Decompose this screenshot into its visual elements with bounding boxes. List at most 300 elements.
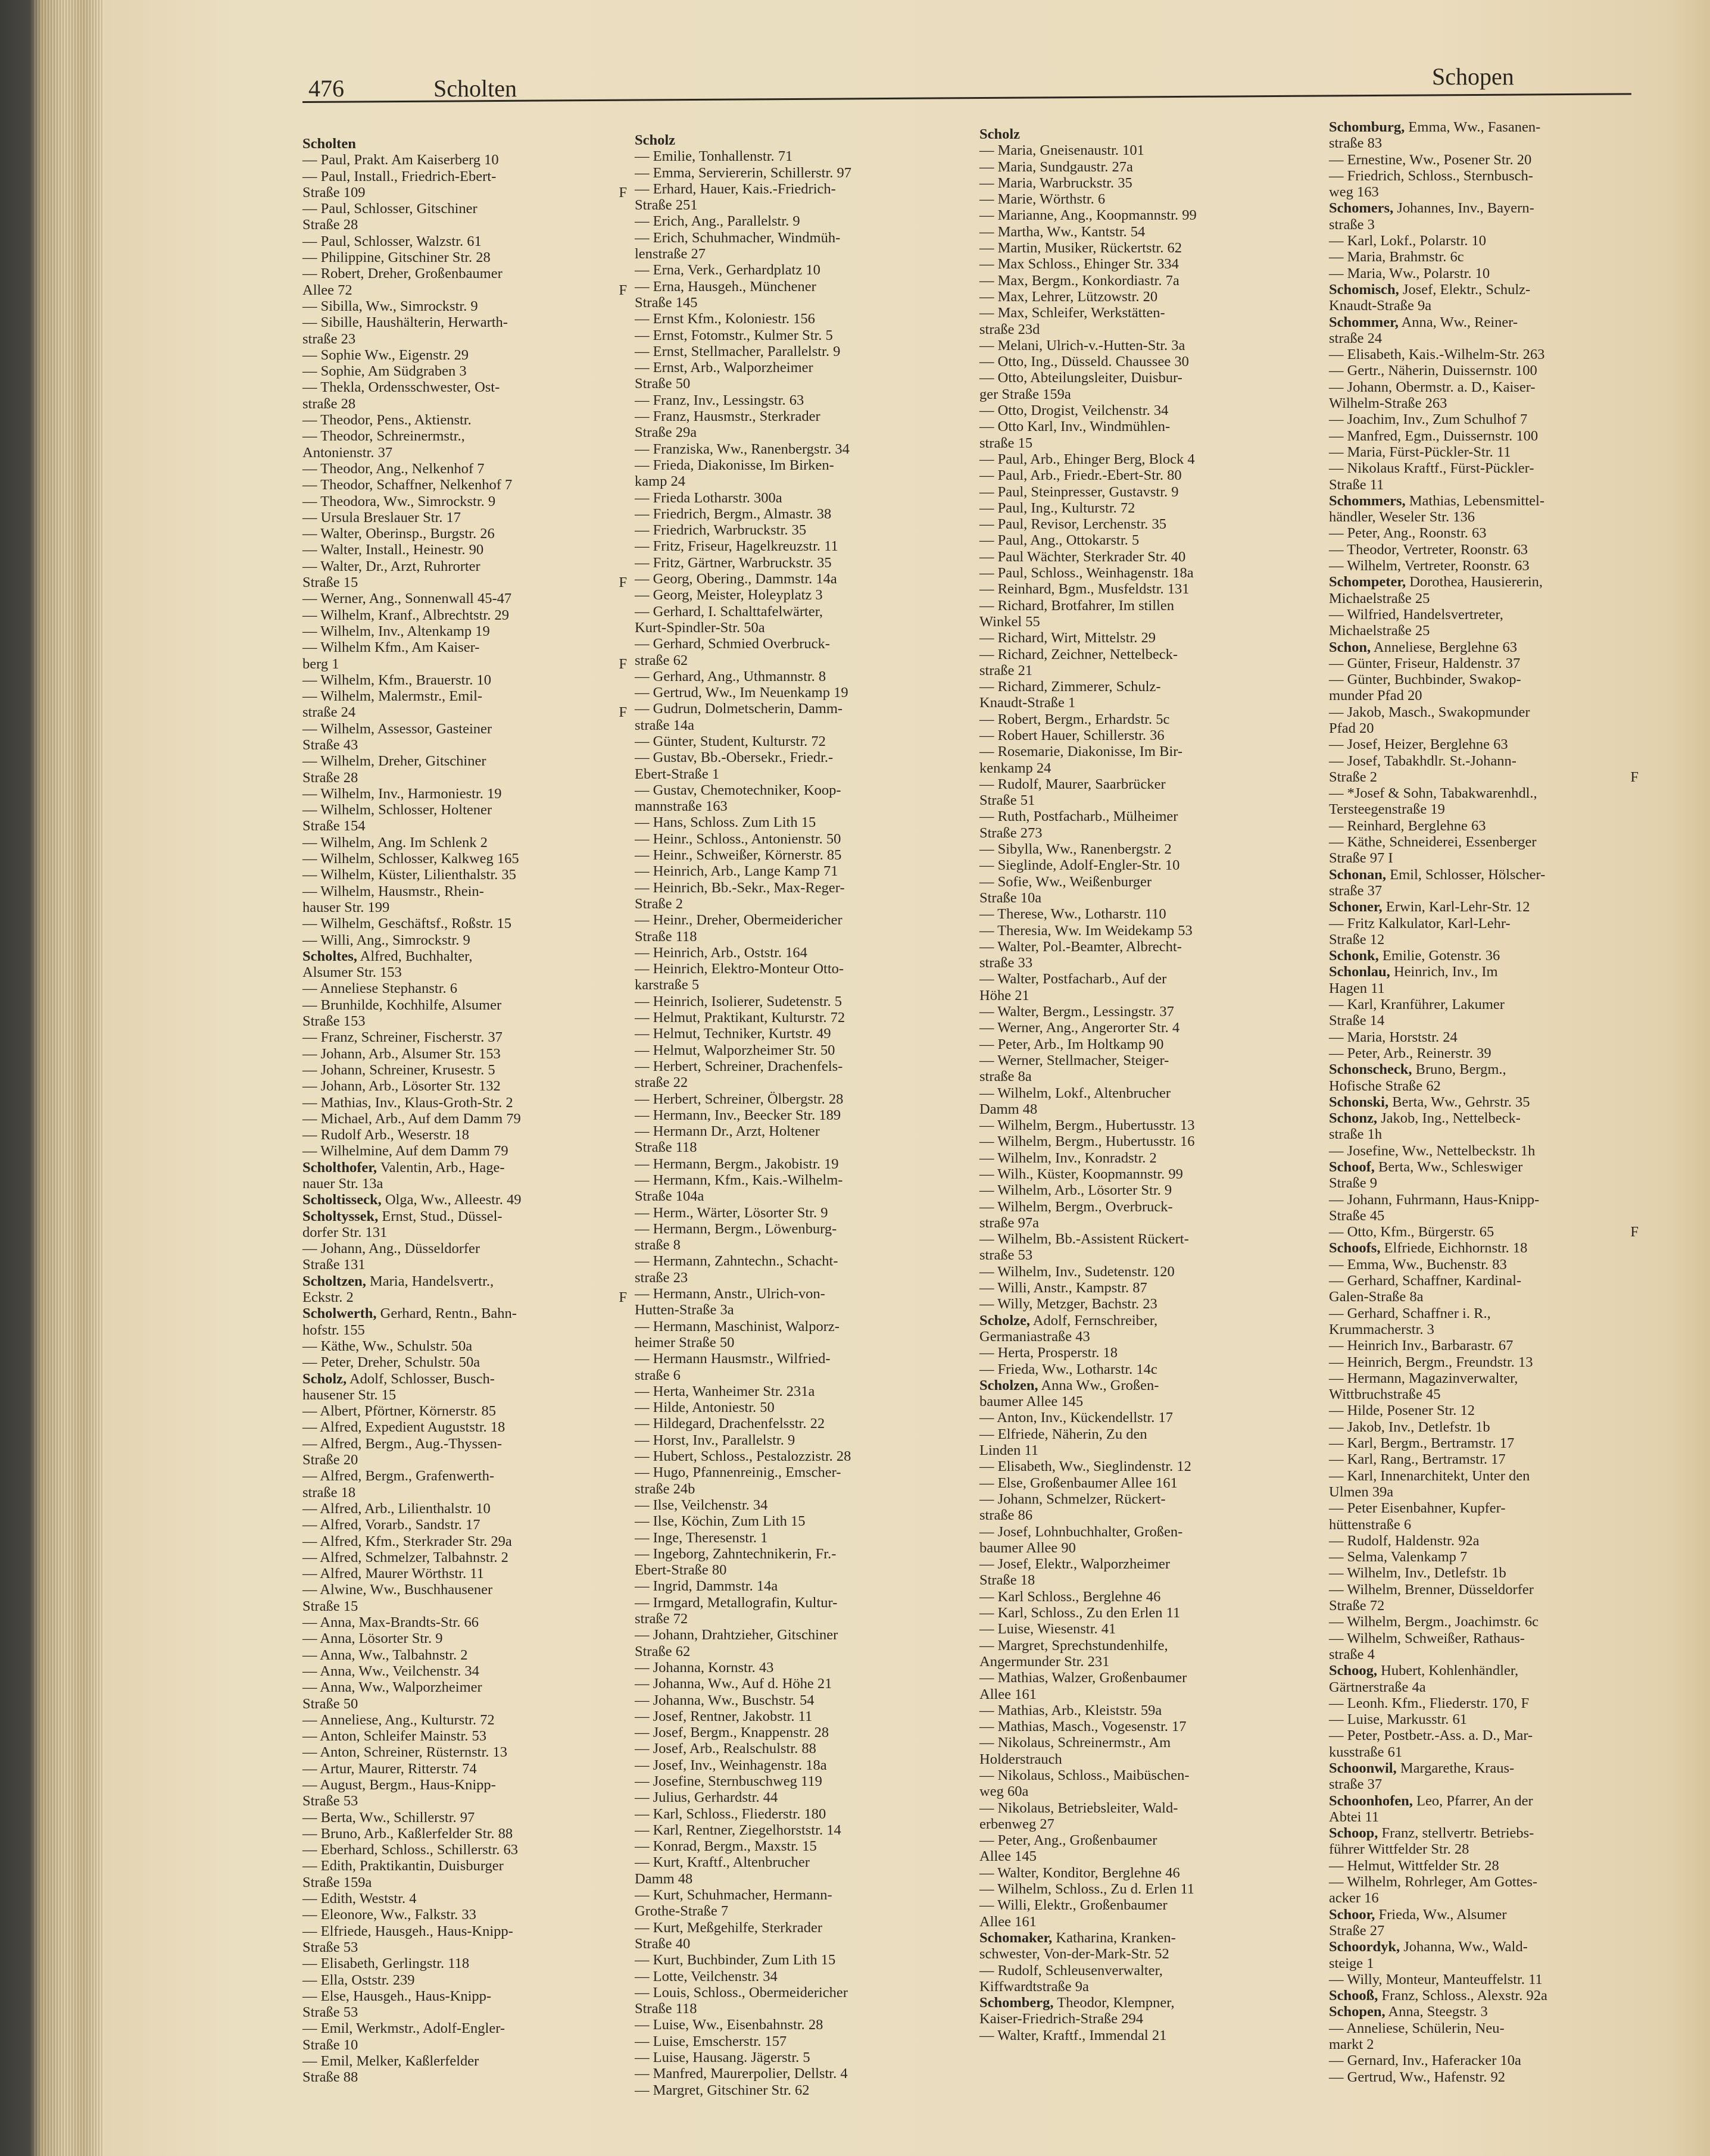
directory-entry-line: — Wilhelm, Kfm., Brauerstr. 10: [302, 671, 492, 688]
directory-entry-line: Straße 251: [635, 197, 698, 214]
directory-entry-line: — Rudolf, Maurer, Saarbrücker: [979, 776, 1166, 792]
directory-entry-line: Knaudt-Straße 9a: [1329, 298, 1432, 314]
entry-text: Jakob, Ing., Nettelbeck-: [1377, 1110, 1521, 1127]
directory-entry-line: baumer Allee 90: [979, 1539, 1076, 1556]
directory-entry-line: [635, 132, 959, 148]
directory-entry-line: Kurt-Spindler-Str. 50a: [635, 619, 765, 636]
directory-entry-line: — Berta, Ww., Schillerstr. 97: [302, 1809, 475, 1826]
directory-entry-line: straße 86: [979, 1507, 1033, 1524]
directory-entry-line: straße 37: [1329, 1776, 1383, 1793]
entry-text: Anneliese, Berglehne 63: [1371, 639, 1517, 655]
directory-entry-line: — Paul, Schloss., Weinhagenstr. 18a: [979, 565, 1194, 582]
directory-entry-line: munder Pfad 20: [1329, 688, 1422, 704]
surname-heading: Schoog,: [1329, 1663, 1378, 1679]
directory-column-2: [635, 132, 959, 2098]
directory-entry-line: [302, 282, 627, 298]
directory-entry-line: — Artur, Maurer, Ritterstr. 74: [302, 1760, 477, 1777]
directory-entry-line: — Johann, Fuhrmann, Haus-Knipp-: [1329, 1191, 1540, 1208]
directory-entry-line: — Peter Eisenbahner, Kupfer-: [1329, 1500, 1506, 1517]
directory-entry-line: — Therese, Ww., Lotharstr. 110: [979, 906, 1166, 923]
directory-entry-line: — Erich, Schuhmacher, Windmüh-: [635, 229, 841, 246]
surname-heading: Schompeter,: [1329, 574, 1406, 590]
directory-entry-line: — *Josef & Sohn, Tabakwarenhdl.,: [1329, 785, 1537, 802]
directory-entry-line: baumer Allee 145: [979, 1393, 1084, 1410]
entry-text: Hubert, Kohlenhändler,: [1377, 1663, 1519, 1679]
directory-entry-line: Straße 53: [302, 2004, 358, 2021]
directory-entry-line: straße 14a: [635, 717, 694, 733]
directory-entry-line: — Wilhelm, Bergm., Overbruck-: [979, 1198, 1173, 1215]
directory-entry-line: — Otto, Abteilungsleiter, Duisbur-: [979, 370, 1182, 386]
directory-entry-line: — Elisabeth, Ww., Sieglindenstr. 12: [979, 1458, 1191, 1475]
directory-entry-line: erbenweg 27: [979, 1816, 1054, 1832]
directory-entry-line: Straße 28: [302, 769, 358, 786]
directory-entry-line: straße 53: [979, 1247, 1033, 1264]
directory-entry-line: — Willy, Metzger, Bachstr. 23: [979, 1296, 1157, 1313]
directory-entry-line: — Karl, Rang., Bertramstr. 17: [1329, 1451, 1506, 1468]
directory-entry-line: [979, 1377, 1304, 1393]
directory-entry-line: [1329, 1760, 1639, 1776]
directory-entry-line: — Josef, Lohnbuchhalter, Großen-: [979, 1523, 1183, 1540]
directory-entry-line: — Wilhelm, Bergm., Joachimstr. 6c: [1329, 1614, 1539, 1630]
directory-entry-line: — Karl, Kranführer, Lakumer: [1329, 996, 1505, 1013]
directory-entry-line: — Heinrich, Bergm., Freundstr. 13: [1329, 1354, 1533, 1370]
directory-entry-line: — Hermann, Maschinist, Walporz-: [635, 1318, 840, 1335]
directory-entry-line: Germaniastraße 43: [979, 1328, 1090, 1345]
directory-entry-line: [302, 656, 627, 672]
directory-entry-line: — Otto, Ing., Düsseld. Chaussee 30: [979, 354, 1189, 370]
directory-entry-line: — Theodor, Ang., Nelkenhof 7: [302, 460, 485, 477]
directory-entry-line: — Manfred, Egm., Duissernstr. 100: [1329, 427, 1539, 444]
directory-entry-line: — Martha, Ww., Kantstr. 54: [979, 223, 1146, 240]
directory-entry-line: [1329, 1663, 1639, 1679]
directory-entry-line: [1329, 1907, 1639, 1923]
directory-entry-line: — Max Schloss., Ehinger Str. 334: [979, 256, 1179, 273]
directory-entry-line: straße 8: [635, 1237, 681, 1254]
directory-entry-line: — Frieda, Diakonisse, Im Birken-: [635, 457, 834, 473]
directory-entry-line: Wittbruchstraße 45: [1329, 1386, 1441, 1403]
directory-entry-line: Straße 62: [635, 1643, 691, 1660]
surname-heading: Schommers,: [1329, 492, 1406, 509]
directory-entry-line: — Wilhelm, Inv., Harmoniestr. 19: [302, 785, 502, 802]
directory-entry-line: Straße 53: [302, 1939, 358, 1955]
directory-entry-line: — Mathias, Walzer, Großenbaumer: [979, 1670, 1187, 1686]
entry-text: Johannes, Inv., Bayern-: [1393, 200, 1534, 217]
phone-marker: F: [619, 1289, 627, 1306]
directory-entry-line: — Heinrich, Arb., Lange Kamp 71: [635, 863, 838, 880]
surname-heading: Schoofs,: [1329, 1240, 1381, 1257]
directory-entry-line: — Georg, Meister, Holeyplatz 3: [635, 587, 823, 604]
directory-entry-line: — Jakob, Inv., Detlefstr. 1b: [1329, 1418, 1490, 1435]
surname-heading: Schopen,: [1329, 2004, 1386, 2020]
directory-entry-line: Straße 9: [1329, 1175, 1377, 1192]
directory-entry-line: — Maria, Ww., Polarstr. 10: [1329, 265, 1490, 282]
directory-entry-line: Straße 72: [1329, 1598, 1385, 1614]
directory-entry-line: karstraße 5: [635, 977, 700, 993]
directory-entry-line: Hutten-Straße 3a: [635, 1302, 734, 1318]
directory-entry-line: — Kurt, Schuhmacher, Hermann-: [635, 1887, 832, 1904]
directory-entry-line: hüttenstraße 6: [1329, 1516, 1412, 1533]
directory-entry-line: — Richard, Wirt, Mittelstr. 29: [979, 630, 1156, 646]
directory-entry-line: — Wilhelm, Kranf., Albrechtstr. 29: [302, 607, 509, 623]
directory-entry-line: Straße 27: [1329, 1922, 1385, 1939]
directory-entry-line: Straße 12: [1329, 931, 1385, 948]
directory-entry-line: — Josef, Bergm., Knappenstr. 28: [635, 1724, 829, 1741]
directory-entry-line: — Karl, Innenarchitekt, Unter den: [1329, 1467, 1530, 1484]
directory-entry-line: Straße 10: [302, 2036, 358, 2053]
directory-entry-line: — Bruno, Arb., Kaßlerfelder Str. 88: [302, 1825, 513, 1842]
directory-entry-line: — Franz, Hausmstr., Sterkrader: [635, 408, 820, 425]
directory-entry-line: — Wilhelm, Schlosser, Kalkweg 165: [302, 851, 519, 867]
directory-entry-line: — Johanna, Ww., Buschstr. 54: [635, 1692, 815, 1708]
directory-entry-line: — Otto, Drogist, Veilchenstr. 34: [979, 402, 1169, 419]
entry-text: Straße 109: [302, 184, 366, 201]
directory-entry-line: Straße 118: [635, 1139, 697, 1156]
directory-entry-line: — Paul Wächter, Sterkrader Str. 40: [979, 548, 1186, 565]
directory-entry-line: — Sophie Ww., Eigenstr. 29: [302, 346, 469, 363]
directory-entry-line: — Peter, Dreher, Schulstr. 50a: [302, 1354, 480, 1371]
directory-entry-line: Straße 40: [635, 1935, 691, 1952]
directory-entry-line: straße 3: [1329, 216, 1375, 233]
directory-entry-line: — Josef, Inv., Weinhagenstr. 18a: [635, 1757, 827, 1773]
directory-entry-line: Straße 20: [302, 1452, 358, 1468]
directory-entry-line: — Helmut, Walporzheimer Str. 50: [635, 1042, 835, 1058]
directory-entry-line: — Ilse, Köchin, Zum Lith 15: [635, 1513, 806, 1530]
phone-marker: F: [1630, 1224, 1639, 1241]
directory-entry-line: — Hans, Schloss. Zum Lith 15: [635, 814, 816, 831]
entry-text: Dorothea, Hausiererin,: [1406, 574, 1543, 590]
directory-column-1: [302, 136, 627, 2086]
directory-entry-line: — Georg, Obering., Dammstr. 14a: [635, 571, 837, 588]
directory-entry-line: — Gertr., Näherin, Duissernstr. 100: [1329, 363, 1537, 379]
entry-text: Theodor, Klempner,: [1053, 1995, 1175, 2011]
directory-entry-line: — Gerhard, Schmied Overbruck-: [635, 636, 830, 652]
directory-entry-line: — Johann, Schreiner, Krusestr. 5: [302, 1061, 495, 1078]
directory-entry-line: Michaelstraße 25: [1329, 623, 1430, 639]
directory-entry-line: — Walter, Kraftf., Immendal 21: [979, 2027, 1167, 2043]
directory-entry-line: — Alfred, Expedient Auguststr. 18: [302, 1419, 505, 1436]
directory-entry-line: — Martin, Musiker, Rückertstr. 62: [979, 240, 1182, 257]
directory-entry-line: — Wilhelm, Schweißer, Rathaus-: [1329, 1630, 1525, 1646]
entry-text: Ernst, Stud., Düssel-: [378, 1208, 503, 1224]
directory-entry-line: [979, 1313, 1304, 1329]
directory-entry-line: steige 1: [1329, 1955, 1374, 1971]
directory-entry-line: — Johann, Obermstr. a. D., Kaiser-: [1329, 379, 1536, 395]
surname-heading: Schonscheck,: [1329, 1061, 1412, 1078]
directory-entry-line: — Gertrud, Ww., Hafenstr. 92: [1329, 2068, 1505, 2085]
directory-entry-line: lenstraße 27: [635, 246, 706, 263]
directory-entry-line: — Emma, Serviererin, Schillerstr. 97: [635, 164, 852, 181]
directory-entry-line: — Wilhelm, Vertreter, Roonstr. 63: [1329, 558, 1530, 574]
directory-entry-line: — Paul, Prakt. Am Kaiserberg 10: [302, 152, 499, 168]
entry-text: Emma, Ww., Fasanen-: [1405, 119, 1541, 135]
surname-heading: Schonk,: [1329, 948, 1379, 964]
directory-entry-line: — Johann, Ang., Düsseldorfer: [302, 1241, 480, 1257]
directory-entry-line: hauser Str. 199: [302, 899, 390, 915]
directory-entry-line: — Hermann Dr., Arzt, Holtener: [635, 1123, 820, 1140]
directory-entry-line: — Sibilla, Ww., Simrockstr. 9: [302, 298, 478, 314]
directory-entry-line: — Wilhelm, Dreher, Gitschiner: [302, 753, 486, 770]
directory-entry-line: hofstr. 155: [302, 1321, 365, 1338]
directory-entry-line: [302, 704, 627, 720]
directory-entry-line: — Herm., Wärter, Lösorter Str. 9: [635, 1204, 828, 1221]
directory-entry-line: — Anna, Ww., Veilchenstr. 34: [302, 1663, 479, 1679]
page-number: 476: [308, 75, 344, 102]
directory-entry-line: — Ernestine, Ww., Posener Str. 20: [1329, 151, 1532, 168]
directory-entry-line: — Hermann, Bergm., Jakobistr. 19: [635, 1155, 839, 1172]
directory-entry-line: — Walter, Dr., Arzt, Ruhrorter: [302, 558, 480, 574]
directory-entry-line: — Hildegard, Drachenfelsstr. 22: [635, 1416, 825, 1432]
directory-entry-line: — Richard, Zimmerer, Schulz-: [979, 679, 1161, 695]
directory-entry-line: — Herta, Wanheimer Str. 231a: [635, 1383, 815, 1399]
directory-entry-line: Allee 145: [979, 1848, 1037, 1865]
directory-entry-line: — Nikolaus, Schreinermstr., Am: [979, 1735, 1171, 1751]
directory-entry-line: — Maria, Brahmstr. 6c: [1329, 249, 1464, 265]
directory-entry-line: [1329, 1988, 1639, 2004]
directory-entry-line: — Emilie, Tonhallenstr. 71: [635, 148, 793, 165]
directory-entry-line: — Jakob, Masch., Swakopmunder: [1329, 704, 1530, 720]
directory-entry-line: — August, Bergm., Haus-Knipp-: [302, 1776, 496, 1793]
directory-entry-line: — Ursula Breslauer Str. 17: [302, 509, 461, 526]
directory-entry-line: — Julius, Gerhardstr. 44: [635, 1789, 778, 1806]
entry-text: Eckstr. 2: [302, 1289, 354, 1306]
entry-text: Katharina, Kranken-: [1052, 1929, 1176, 1946]
directory-column-4: [1329, 119, 1639, 2085]
directory-entry-line: kusstraße 61: [1329, 1743, 1403, 1760]
surname-heading: Schomaker,: [979, 1929, 1053, 1946]
directory-entry-line: — Karl, Rentner, Ziegelhorststr. 14: [635, 1821, 841, 1838]
directory-entry-line: [1329, 1061, 1639, 1077]
directory-entry-line: — Paul, Steinpresser, Gustavstr. 9: [979, 483, 1179, 500]
directory-column-3: [979, 126, 1304, 2043]
directory-entry-line: — Theodor, Schaffner, Nelkenhof 7: [302, 477, 513, 493]
surname-heading: Schonski,: [1329, 1093, 1389, 1110]
directory-entry-line: markt 2: [1329, 2036, 1374, 2053]
directory-entry-line: — Gudrun, Dolmetscherin, Damm-: [635, 701, 843, 717]
entry-text: Franz, stellvertr. Betriebs-: [1378, 1825, 1534, 1842]
phone-marker: F: [619, 282, 627, 298]
directory-entry-line: — Nikolaus, Betriebsleiter, Wald-: [979, 1799, 1178, 1816]
directory-entry-line: Straße 15: [302, 1598, 358, 1614]
directory-entry-line: straße 18: [302, 1484, 356, 1501]
directory-entry-line: Hagen 11: [1329, 980, 1385, 996]
directory-entry-line: Gärtnerstraße 4a: [1329, 1679, 1426, 1695]
directory-entry-line: straße 37: [1329, 882, 1383, 899]
directory-entry-line: [302, 1273, 627, 1289]
directory-entry-line: — Josefine, Sternbuschweg 119: [635, 1773, 822, 1789]
directory-entry-line: — Gernard, Inv., Haferacker 10a: [1329, 2052, 1521, 2069]
directory-entry-line: — Ernst Kfm., Koloniestr. 156: [635, 311, 815, 327]
directory-entry-line: Straße 145: [635, 294, 698, 311]
directory-entry-line: — Luise, Markusstr. 61: [1329, 1711, 1468, 1728]
directory-entry-line: Straße 118: [635, 2001, 697, 2017]
directory-entry-line: — Karl, Bergm., Bertramstr. 17: [1329, 1435, 1515, 1452]
directory-entry-line: — Walter, Pol.-Beamter, Albrecht-: [979, 938, 1182, 955]
directory-entry-line: [1329, 769, 1639, 785]
directory-entry-line: Allee 161: [979, 1913, 1037, 1930]
surname-heading: Schoonhofen,: [1329, 1792, 1413, 1809]
directory-entry-line: [302, 1305, 627, 1321]
directory-entry-line: — Robert Hauer, Schillerstr. 36: [979, 727, 1165, 743]
directory-entry-line: [302, 1371, 627, 1387]
book-page-edges: [33, 0, 104, 2156]
directory-entry-line: — Käthe, Ww., Schulstr. 50a: [302, 1338, 473, 1354]
directory-entry-line: [1329, 1825, 1639, 1841]
surname-heading: Scholz: [635, 132, 676, 148]
directory-entry-line: Straße 18: [979, 1572, 1035, 1589]
directory-entry-line: Angermunder Str. 231: [979, 1653, 1110, 1670]
directory-entry-line: — Gustav, Chemotechniker, Koop-: [635, 782, 841, 798]
directory-entry-line: — Peter, Postbetr.-Ass. a. D., Mar-: [1329, 1727, 1533, 1744]
surname-heading: Scholtzen,: [302, 1273, 366, 1289]
directory-entry-line: — Albert, Pförtner, Körnerstr. 85: [302, 1403, 496, 1420]
directory-entry-line: — Paul, Revisor, Lerchenstr. 35: [979, 516, 1167, 533]
directory-entry-line: — Friedrich, Warbruckstr. 35: [635, 522, 807, 539]
directory-entry-line: — Hugo, Pfannenreinig., Emscher-: [635, 1464, 841, 1481]
directory-entry-line: Straße 97 I: [1329, 850, 1393, 867]
directory-entry-line: — Walter, Konditor, Berglehne 46: [979, 1864, 1180, 1881]
directory-entry-line: — Rudolf, Schleusenverwalter,: [979, 1962, 1163, 1979]
directory-entry-line: — Rudolf Arb., Weserstr. 18: [302, 1127, 469, 1143]
surname-heading: Schoof,: [1329, 1159, 1375, 1175]
directory-entry-line: [1329, 493, 1639, 509]
directory-entry-line: — Elfriede, Hausgeh., Haus-Knipp-: [302, 1923, 513, 1939]
directory-entry-line: straße 97a: [979, 1214, 1039, 1231]
directory-entry-line: Straße 2: [635, 895, 683, 912]
directory-entry-line: Kaiser-Friedrich-Straße 294: [979, 2011, 1144, 2027]
directory-entry-line: — Wilhelm, Arb., Lösorter Str. 9: [979, 1182, 1172, 1199]
directory-entry-line: — Rosemarie, Diakonisse, Im Bir-: [979, 743, 1183, 760]
directory-entry-line: — Heinrich, Bb.-Sekr., Max-Reger-: [635, 879, 845, 896]
directory-entry-line: — Franziska, Ww., Ranenbergstr. 34: [635, 440, 850, 457]
directory-entry-line: — Robert, Dreher, Großenbaumer: [302, 265, 503, 282]
directory-entry-line: — Theresia, Ww. Im Weidekamp 53: [979, 922, 1193, 939]
directory-entry-line: — Heinr., Schloss., Antonienstr. 50: [635, 830, 841, 847]
directory-entry-line: Straße 104a: [635, 1188, 704, 1205]
entry-text: Straße 15: [302, 574, 358, 591]
directory-entry-line: — Walter, Bergm., Lessingstr. 37: [979, 1004, 1174, 1020]
entry-text: Olga, Ww., Alleestr. 49: [381, 1192, 522, 1208]
surname-heading: Scholtisseck,: [302, 1192, 382, 1208]
directory-entry-line: straße 21: [979, 662, 1033, 679]
directory-entry-line: Hofische Straße 62: [1329, 1077, 1441, 1094]
entry-text: Adolf, Fernschreiber,: [1030, 1312, 1158, 1329]
directory-entry-line: Straße 153: [302, 1013, 366, 1030]
directory-entry-line: — Alfred, Arb., Lilienthalstr. 10: [302, 1500, 491, 1517]
entry-text: Johanna, Ww., Wald-: [1400, 1939, 1528, 1955]
directory-entry-line: Damm 48: [979, 1101, 1038, 1117]
surname-heading: Schonan,: [1329, 866, 1387, 883]
directory-entry-line: führer Wittfelder Str. 28: [1329, 1841, 1469, 1858]
directory-entry-line: — Hermann, Bergm., Löwenburg-: [635, 1220, 837, 1237]
directory-entry-line: — Luise, Emscherstr. 157: [635, 2033, 787, 2049]
directory-entry-line: — Kurt, Buchbinder, Zum Lith 15: [635, 1952, 836, 1968]
directory-entry-line: — Paul, Schlosser, Walzstr. 61: [302, 233, 482, 249]
directory-entry-line: — Heinr., Schweißer, Körnerstr. 85: [635, 847, 842, 864]
directory-entry-line: — Else, Großenbaumer Allee 161: [979, 1474, 1178, 1491]
directory-entry-line: — Willi, Elektr., Großenbaumer: [979, 1897, 1168, 1914]
entry-text: Margarethe, Kraus-: [1396, 1760, 1515, 1776]
directory-entry-line: [1329, 639, 1639, 655]
directory-entry-line: — Hermann, Kfm., Kais.-Wilhelm-: [635, 1172, 843, 1188]
surname-heading: Schomberg,: [979, 1995, 1054, 2011]
phone-marker: F: [1630, 768, 1639, 785]
directory-entry-line: straße 33: [979, 955, 1033, 971]
directory-entry-line: Straße 29a: [635, 424, 697, 441]
directory-entry-line: straße 6: [635, 1367, 681, 1383]
directory-entry-line: — Wilhelm, Bergm., Hubertusstr. 13: [979, 1117, 1195, 1134]
directory-entry-line: Ebert-Straße 80: [635, 1562, 727, 1579]
directory-entry-line: — Paul, Schlosser, Gitschiner: [302, 201, 478, 217]
directory-entry-line: — Hermann Hausmstr., Wilfried-: [635, 1351, 831, 1367]
directory-entry-line: — Walter, Oberinsp., Burgstr. 26: [302, 526, 495, 542]
directory-entry-line: Straße 154: [302, 818, 366, 835]
directory-entry-line: händler, Weseler Str. 136: [1329, 509, 1475, 526]
directory-entry-line: — Max, Lehrer, Lützowstr. 20: [979, 288, 1158, 305]
entry-text: Josef, Elektr., Schulz-: [1399, 281, 1531, 298]
surname-heading: Schomburg,: [1329, 119, 1405, 135]
directory-entry-line: Straße 53: [302, 1793, 358, 1810]
directory-entry-line: ger Straße 159a: [979, 386, 1071, 402]
directory-entry-line: straße 4: [1329, 1646, 1375, 1663]
directory-entry-line: — Wilhelm, Bb.-Assistent Rückert-: [979, 1231, 1189, 1248]
directory-entry-line: — Ruth, Postfacharb., Mülheimer: [979, 808, 1178, 825]
directory-entry-line: [979, 1930, 1304, 1946]
directory-entry-line: — Emil, Melker, Kaßlerfelder: [302, 2053, 479, 2070]
directory-entry-line: [979, 1995, 1304, 2011]
directory-entry-line: — Wilhelm, Inv., Konradstr. 2: [979, 1149, 1157, 1166]
directory-entry-line: [302, 1208, 627, 1224]
directory-entry-line: — Nikolaus Kraftf., Fürst-Pückler-: [1329, 460, 1534, 477]
directory-entry-line: — Johann, Arb., Lösorter Str. 132: [302, 1078, 501, 1095]
running-head-left: Scholten: [433, 75, 517, 102]
directory-entry-line: — Willy, Monteur, Manteuffelstr. 11: [1329, 1971, 1543, 1988]
directory-entry-line: — Philippine, Gitschiner Str. 28: [302, 249, 491, 266]
directory-entry-line: — Paul, Arb., Friedr.-Ebert-Str. 80: [979, 467, 1182, 484]
directory-entry-line: — Johann, Arb., Alsumer Str. 153: [302, 1045, 501, 1062]
directory-entry-line: kenkamp 24: [979, 760, 1051, 776]
directory-entry-line: — Heinrich, Elektro-Monteur Otto-: [635, 961, 844, 977]
entry-text: Valentin, Arb., Hage-: [377, 1159, 505, 1176]
directory-entry-line: — Paul, Ing., Kulturstr. 72: [979, 499, 1135, 516]
directory-entry-line: — Edith, Praktikantin, Duisburger: [302, 1858, 504, 1874]
directory-entry-line: hausener Str. 15: [302, 1386, 397, 1403]
entry-text: Mathias, Lebensmittel-: [1405, 492, 1544, 509]
directory-entry-line: — Max, Schleifer, Werkstätten-: [979, 305, 1165, 321]
directory-entry-line: heimer Straße 50: [635, 1334, 735, 1351]
directory-entry-line: — Hilde, Antoniestr. 50: [635, 1399, 775, 1416]
directory-entry-line: — Kurt, Meßgehilfe, Sterkrader: [635, 1919, 822, 1936]
directory-entry-line: Damm 48: [635, 1870, 693, 1887]
phone-marker: F: [619, 184, 627, 201]
directory-entry-line: — Luise, Wiesenstr. 41: [979, 1621, 1116, 1638]
directory-entry-line: — Wilhelm, Geschäftsf., Roßstr. 15: [302, 915, 512, 932]
entry-text: Frieda, Ww., Alsumer: [1375, 1906, 1507, 1923]
directory-entry-line: Knaudt-Straße 1: [979, 695, 1076, 711]
directory-entry-line: — Josefine, Ww., Nettelbeckstr. 1h: [1329, 1142, 1536, 1159]
entry-text: Bruno, Bergm.,: [1412, 1061, 1506, 1078]
directory-entry-line: — Theodor, Schreinermstr.,: [302, 428, 465, 445]
directory-entry-line: — Michael, Arb., Auf dem Damm 79: [302, 1110, 521, 1127]
directory-entry-line: — Johann, Schmelzer, Rückert-: [979, 1491, 1166, 1507]
entry-text: Gerhard, Rentn., Bahn-: [376, 1305, 517, 1322]
directory-entry-line: — Karl, Schloss., Fliederstr. 180: [635, 1805, 826, 1822]
entry-text: Heinrich, Inv., Im: [1390, 964, 1498, 980]
directory-entry-line: Galen-Straße 8a: [1329, 1289, 1424, 1305]
directory-entry-line: — Reinhard, Berglehne 63: [1329, 817, 1486, 834]
directory-entry-line: — Wilhelm, Schloss., Zu d. Erlen 11: [979, 1881, 1195, 1898]
directory-entry-line: — Ernst, Stellmacher, Parallelstr. 9: [635, 343, 841, 360]
directory-entry-line: [1329, 1793, 1639, 1809]
